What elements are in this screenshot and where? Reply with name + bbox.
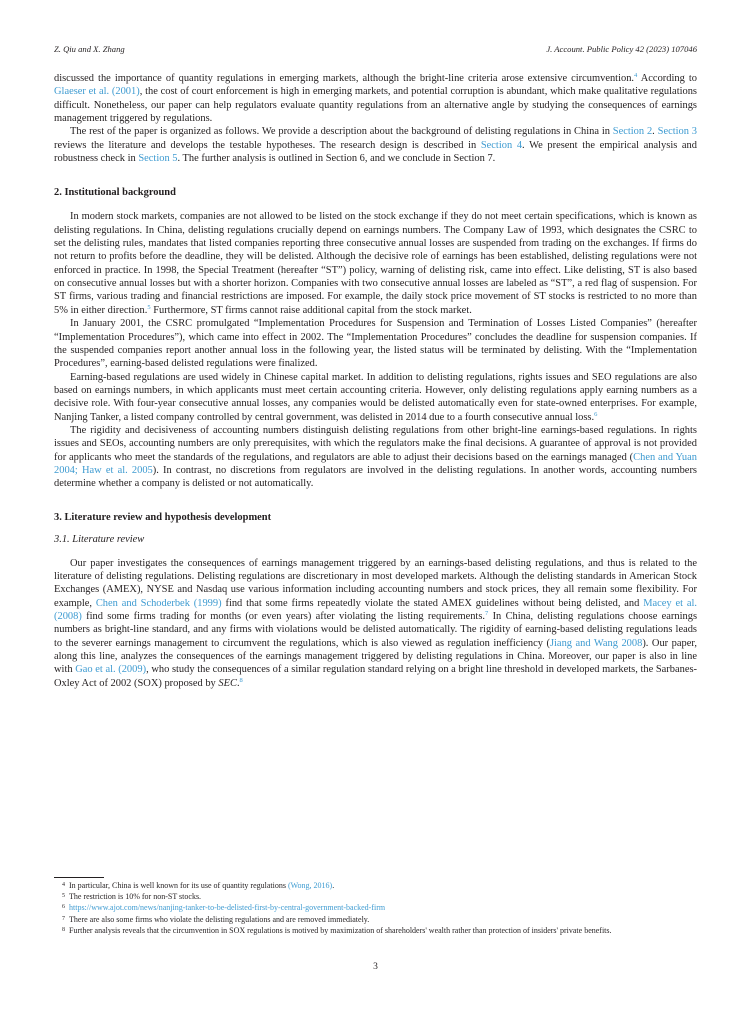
paragraph: In January 2001, the CSRC promulgated “Implementation Procedures for Suspension and Termination of Losses Listed Companies” (hereafter “Implementation Procedures”), which came into effect in 2002. The “Implementation Procedures” concludes the deadline for suspension companies. If the suspended companies report another annual loss in the following year, the listed status will be terminated by delisting. With the “Implementation Procedures”, earning-based delisted regulations were finalized. — [54, 318, 697, 370]
section-link[interactable]: Section 2 — [612, 126, 653, 138]
footnote: $^5$ The restriction is 10% for non-ST stocks. — [62, 892, 202, 902]
citation-link[interactable]: Chen and Yuan 2004; Haw et al. 2005 — [54, 451, 697, 476]
citation-link[interactable]: Macey et al. (2008) — [54, 597, 698, 622]
section-link[interactable]: Section 3 — [657, 126, 698, 138]
paragraph: The rigidity and decisiveness of accounting numbers distinguish delisting regulations from other bright-line earnings-based regulations. In rights issues and SEOs, accounting numbers are only prerequisites, with which the regulators make the final decisions. A guarantee of approval is not provided for applicants who meet the standards of the regulations, and regulators are able to adjust their decisions based on the earnings managed (Chen and Yuan 2004; Haw et al. 2005). In contrast, no discretions from regulators are involved in the delisting regulations. In another words, accounting numbers determine whether a company is delisted or not automatically. — [54, 424, 697, 490]
citation-link[interactable]: Gao et al. (2009) — [75, 664, 147, 676]
footnote-ref[interactable]: 7 — [485, 610, 489, 617]
citation-link[interactable]: Chen and Schoderbek (1999) — [95, 597, 222, 609]
footnote: $^4$ In particular, China is well known for its use of quantity regulations (Wong, 2016). — [62, 881, 335, 890]
main-body — [54, 72, 697, 690]
paragraph: The rest of the paper is organized as follows. We provide a description about the background of delisting regulations in China in Section 2. Section 3 reviews the literature and develops the testable hypotheses. The research design is described in Section 4. We present the empirical analysis and robustness check in Section 5. The further analysis is outlined in Section 6, and we conclude in Section 7. — [54, 126, 698, 165]
footnote: $^6$ https://www.ajot.com/news/nanjing-tanker-to-be-delisted-first-by-central-government-backed-firm — [62, 903, 386, 913]
footnote: $^8$ Further analysis reveals that the circumvention in SOX regulations is motived by maximization of shareholders' wealth rather than protection of insiders' private benefits. — [62, 925, 612, 935]
citation-link[interactable]: Glaeser et al. (2001) — [54, 86, 140, 98]
running-header — [54, 44, 697, 58]
section-link[interactable]: Section 4 — [480, 139, 523, 151]
footnote: $^7$ There are also some firms who violate the delisting regulations and are removed immediately. — [62, 914, 370, 924]
section-link[interactable]: Section 5 — [138, 153, 178, 165]
footnotes — [54, 880, 697, 936]
footnote-ref[interactable]: 5 — [147, 303, 151, 311]
paragraph: In modern stock markets, companies are not allowed to be listed on the stock exchange if they do not meet certain specifications, which is known as delisting regulations. In China, delisting regulations crucially depend on earnings numbers. The Company Law of 1993, which designates the CSRC to set the delisting rules, mandates that listed companies reporting three consecutive annual losses are suspended from trading on the exchanges. If firms do not return to profits before the deadline, they will be delisted. Although the decisive role of earnings has been established, delisting regulations were not enforced in practice. In 1998, the Special Treatment (hereafter “ST”) policy, warning of delisting risk, came into effect. Like delisting, ST is also based on consecutive annual losses but with a shorter horizon. Companies with two consecutive annual losses are labeled as “ST”, a red flag of suspension. For ST firms, various trading and financial restrictions are imposed. For example, the daily stock price movement of ST stocks is restricted to no more than 5% in either direction.$^5$ Furthermore, ST firms cannot raise additional capital from the stock market. — [54, 211, 697, 316]
section-heading: 2. Institutional background — [54, 187, 176, 199]
paragraph: discussed the importance of quantity regulations in emerging markets, although the bright-line criteria arose extensive circumvention.$^4$ According to Glaeser et al. (2001), the cost of court enforcement is high in emerging markets, and potential corruption is abundant, which make qualitative regulations difficult. Nonetheless, our paper can help regulators evaluate quantity regulations from an alternative angle by studying the consequences of earnings management triggered by regulations. — [54, 72, 697, 125]
paragraph: Earning-based regulations are used widely in Chinese capital market. In addition to delisting regulations, rights issues and SEO regulations are also based on earnings numbers, in which applicants must meet certain accounting criteria. However, only delisting regulations apply earning numbers as a decisive role. With four-year consecutive annual losses, any companies would be delisted automatically even for state-owned enterprises. For example, Nanjing Tanker, a listed company controlled by central government, was delisted in 2014 due to a fourth consecutive annual loss.$^6$ — [54, 371, 697, 423]
footnote-ref[interactable]: 8 — [239, 676, 243, 684]
citation-link[interactable]: Jiang and Wang 2008 — [549, 637, 643, 649]
section-heading: 3. Literature review and hypothesis development — [54, 511, 272, 523]
header-authors: Z. Qiu and X. Zhang — [54, 44, 125, 54]
page-number: 3 — [373, 962, 378, 972]
footnote-ref[interactable]: 6 — [594, 410, 598, 418]
paragraph: Our paper investigates the consequences of earnings management triggered by an earnings-based delisting regulations, and thus is related to the literature of delisting regulations. Delisting regulations are discretionary in most developed markets. Although the delisting standards in American Stock Exchanges (AMEX), NYSE and Nasdaq use various information including accounting numbers and stock prices, they all remain some flexibility. For example, Chen and Schoderbek (1999) find that some firms repeatedly violate the stated AMEX guidelines without being delisted, and Macey et al. (2008) find some firms trading for months (or even years) after violating the listing requirements.$^7$ In China, delisting regulations choose earnings numbers as bright-line standard, and any firms with violations would be delisted automatically. The rigidity of earning-based delisting regulations leads to the severer earnings management to circumvent the regulations, which is also viewed as regulation inefficiency (Jiang and Wang 2008). Our paper, along this line, analyzes the consequences of the earnings management triggered by delisting regulations in China. Moreover, our paper is also in line with Gao et al. (2009), who study the consequences of a similar regulation standard relying on a bright line threshold in developed markets, the Sarbanes-Oxley Act of 2002 (SOX) proposed by SEC.$^8$ — [54, 557, 698, 689]
header-journal: J. Account. Public Policy 42 (2023) 107046 — [546, 44, 697, 54]
url-link[interactable]: https://www.ajot.com/news/nanjing-tanker-to-be-delisted-first-by-central-government-backed-firm — [69, 903, 386, 913]
subsection-heading: 3.1. Literature review — [54, 533, 145, 545]
footnote-divider — [54, 877, 104, 878]
citation-link[interactable]: (Wong, 2016) — [287, 881, 333, 890]
footnote-ref[interactable]: 4 — [634, 72, 638, 79]
